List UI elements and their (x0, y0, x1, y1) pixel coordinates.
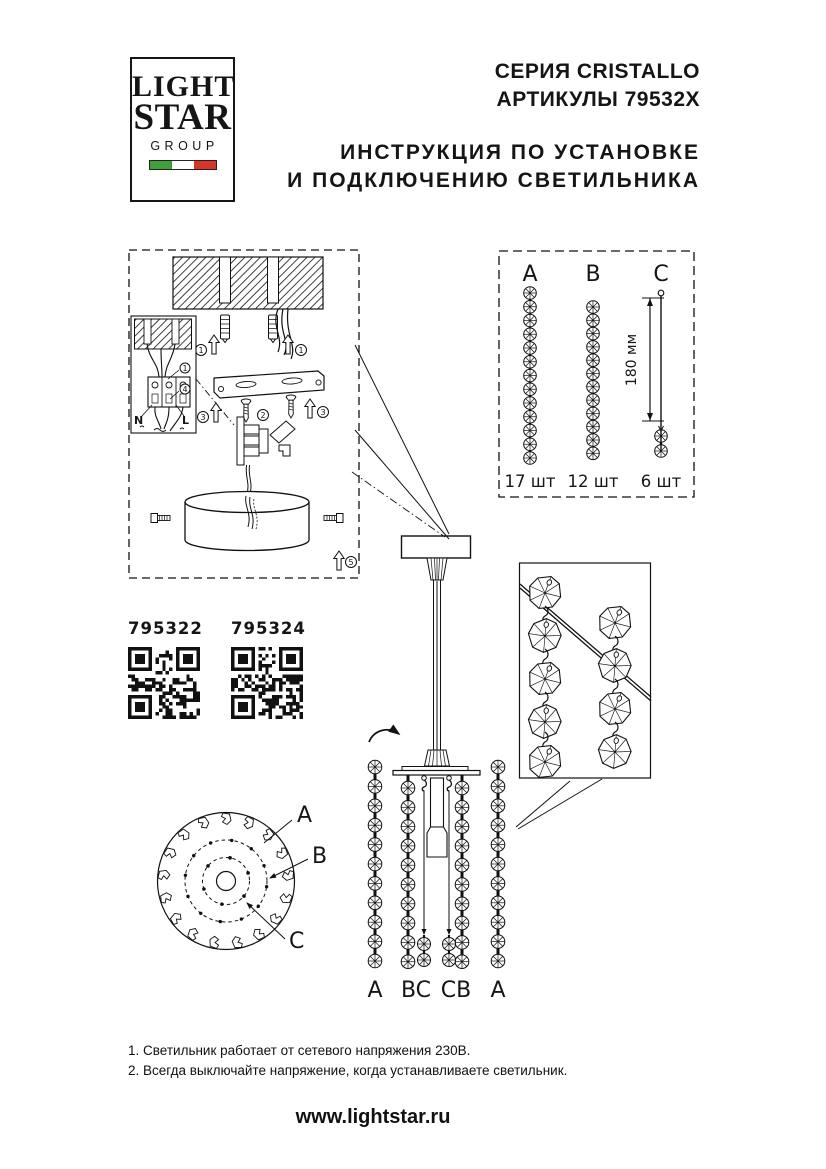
note-2: 2. Всегда выключайте напряжение, когда устанавливаете светильник. (128, 1062, 568, 1078)
install-to-canopy-leaders (355, 345, 449, 539)
step-4-callout: 4 (182, 385, 188, 394)
plate-top-view (148, 795, 348, 985)
plate-label-b: B (312, 844, 328, 869)
terminal-l-label: L (182, 414, 190, 427)
c-position-circle (203, 858, 250, 905)
plate-label-a: A (297, 803, 313, 828)
qr-label: 795324 (231, 619, 306, 638)
cord-grip-top (427, 558, 447, 580)
parts-col-c-label: C (653, 262, 669, 287)
cord-grip-bottom (425, 750, 450, 766)
center-hole (217, 872, 236, 891)
step-1-callout: 1 (182, 364, 188, 373)
series-title: СЕРИЯ CRISTALLO (494, 60, 700, 83)
series-header (495, 58, 700, 114)
step-3-callout: 3 (200, 413, 206, 422)
step-2-callout: 2 (260, 411, 266, 420)
plate-label-c: C (289, 929, 305, 954)
pendant-drawing (340, 530, 520, 1010)
website-url: www.lightstar.ru (295, 1106, 451, 1128)
instruction-line1: ИНСТРУКЦИЯ ПО УСТАНОВКЕ (340, 141, 700, 164)
lamp-bulb (427, 827, 447, 857)
parts-count-box (498, 250, 695, 498)
dimension-180mm (624, 298, 664, 421)
count-c: 6 шт (640, 472, 682, 491)
junction-inset (131, 316, 196, 433)
pendant-label-a-right: A (490, 978, 506, 1003)
logo-word-star: STAR (133, 97, 232, 138)
qr-block-795322 (128, 619, 202, 719)
logo-word-group: GROUP (150, 139, 219, 153)
count-a: 17 шт (504, 472, 556, 491)
step-3-callout: 3 (320, 408, 326, 417)
top-plate (393, 771, 480, 776)
parts-col-a-label: A (522, 262, 538, 287)
qr-block-795324 (231, 619, 305, 719)
dimension-label: 180 мм (624, 333, 640, 387)
rotate-arrow (369, 730, 399, 742)
ceiling-cup (402, 536, 471, 558)
ceiling-section (173, 257, 323, 309)
italian-flag-stripe (149, 160, 217, 170)
pendant-label-cb: CB (440, 978, 472, 1003)
flag-white (172, 161, 194, 169)
detail-box-leaders (516, 779, 602, 829)
note-1: 1. Светильник работает от сетевого напряжения 230В. (128, 1043, 471, 1058)
instruction-title (287, 139, 700, 195)
parts-col-b-label: B (585, 262, 601, 287)
crystal-chain-closeup (527, 574, 634, 780)
install-dashdot-leader (352, 472, 445, 537)
logo-word-light: LIGHT (132, 70, 236, 103)
step-5-callout: 5 (348, 558, 354, 567)
qr-code-image (231, 647, 303, 719)
cord-grip-assembly (237, 417, 295, 465)
wall-plugs (221, 315, 278, 343)
pendant-cord (246, 465, 251, 495)
qr-label: 795322 (128, 619, 203, 638)
articles-title: АРТИКУЛЫ 79532X (496, 88, 700, 111)
canopy (185, 492, 309, 551)
suspension-cord (434, 580, 441, 750)
flag-green (150, 161, 172, 169)
safety-notes (128, 1041, 567, 1080)
step-1-callout: 1 (198, 346, 204, 355)
instruction-line2: И ПОДКЛЮЧЕНИЮ СВЕТИЛЬНИКА (287, 169, 700, 192)
pendant-label-bc: BC (400, 978, 432, 1003)
installation-diagram (128, 249, 360, 579)
step-1-callout: 1 (298, 346, 304, 355)
crystal-detail-box (518, 560, 653, 782)
parts-chains (524, 287, 668, 465)
lightstar-logo (130, 57, 235, 202)
pendant-label-a-left: A (367, 978, 383, 1003)
lamp-socket-tube (431, 778, 444, 827)
c-strand (658, 290, 664, 451)
qr-code-image (128, 647, 200, 719)
flag-red (194, 161, 216, 169)
terminal-n-label: N (134, 414, 144, 427)
count-b: 12 шт (567, 472, 619, 491)
mounting-bracket (214, 371, 324, 398)
